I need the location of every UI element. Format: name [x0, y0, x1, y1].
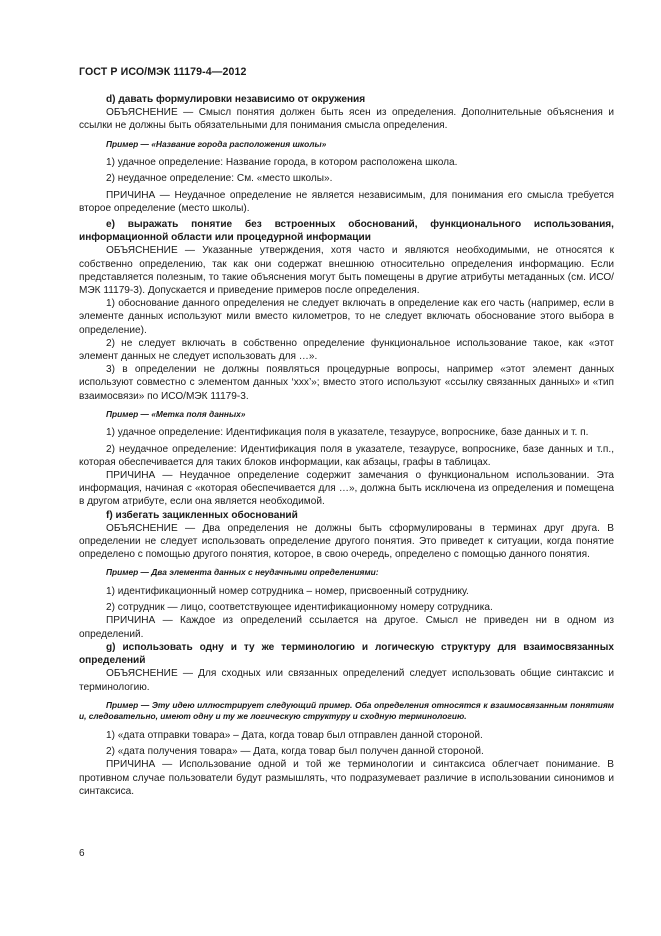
explanation-paragraph: ОБЪЯСНЕНИЕ — Два определения не должны быть сформулированы в терминах друг друга. В определении не следует использовать определение другого понятия. Это приведет к ситуации, когда понятие определено с помощью другого понятия, которое, в свою очередь, определено с помощью данного понятия. — [79, 522, 614, 561]
example-heading: Пример — «Метка поля данных» — [106, 408, 246, 419]
list-item: 2) «дата получения товара» — Дата, когда товар был получен данной стороной. — [106, 746, 484, 758]
list-item: 2) сотрудник — лицо, соответствующее идентификационному номеру сотрудника. — [106, 602, 493, 614]
explanation-paragraph: ОБЪЯСНЕНИЕ — Смысл понятия должен быть ясен из определения. Дополнительные объяснения и ссылки не должны быть обязательными для понимания смысла определения. — [79, 107, 614, 132]
list-item: 2) неудачное определение: Идентификация поля в указателе, тезаурусе, вопроснике, базе данных и т.п., которая обеспечивается для таких блоков информации, как абзацы, графы в таблицах. — [79, 443, 614, 468]
section-heading: f) избегать зацикленных обоснований — [106, 509, 298, 521]
list-item: 1) обоснование данного определения не следует включать в определение как его часть (например, если в элементе данных используют мили вместо километров, то не следует включать обоснование этого выбора в определение). — [79, 298, 614, 336]
list-item: 2) не следует включать в собственно определение функциональное использование такое, как «этот элемент данных не следует использовать для …». — [79, 337, 614, 363]
reason-paragraph: ПРИЧИНА — Неудачное определение не является независимым, для понимания его смысла требуется второе определение (место школы). — [79, 189, 614, 214]
example-heading: Пример — Два элемента данных с неудачными определениями: — [106, 567, 379, 578]
document-header: ГОСТ Р ИСО/МЭК 11179-4—2012 — [79, 66, 247, 78]
document-body — [79, 93, 614, 798]
example-heading: Пример — «Название города расположения школы» — [106, 138, 327, 149]
list-item: 1) «дата отправки товара» – Дата, когда товар был отправлен данной стороной. — [106, 729, 483, 741]
reason-paragraph: ПРИЧИНА — Неудачное определение содержит замечания о функциональном использовании. Эта информация, начиная с «которая обеспечивается для …», должна быть исключена из определения и помещена в другом атрибуте, если она является необходимой. — [79, 470, 614, 508]
list-item: 1) удачное определение: Идентификация поля в указателе, тезаурусе, вопроснике, базе данных и т. п. — [106, 427, 589, 439]
section-heading: g) использовать одну и ту же терминологию и логическую структуру для взаимосвязанных определений — [79, 641, 614, 667]
section-heading: е) выражать понятие без встроенных обоснований, функционального использования, информационной области или процедурной информации — [79, 219, 614, 244]
example-heading: Пример — Эту идею иллюстрирует следующий пример. Оба определения относятся к взаимосвязанным понятиям и, следовательно, имеют одну и ту же логическую структуру и сходную терминологию. — [79, 699, 614, 722]
explanation-paragraph: ОБЪЯСНЕНИЕ — Для сходных или связанных определений следует использовать общие синтаксис и терминологию. — [79, 668, 614, 693]
reason-paragraph: ПРИЧИНА — Использование одной и той же терминологии и синтаксиса облегчает понимание. В противном случае пользователи будут размышлять, что подразумевает различие в использовании синонимов и синтаксиса. — [79, 759, 614, 797]
list-item: 1) идентификационный номер сотрудника – номер, присвоенный сотруднику. — [106, 586, 469, 598]
section-heading: d) давать формулировки независимо от окружения — [106, 94, 366, 105]
reason-paragraph: ПРИЧИНА — Каждое из определений ссылается на другое. Смысл не приведен ни в одном из определений. — [79, 615, 614, 640]
page-number: 6 — [79, 848, 85, 859]
list-item: 1) удачное определение: Название города, в котором расположена школа. — [106, 157, 458, 169]
list-item: 2) неудачное определение: См. «место школы». — [106, 173, 333, 185]
list-item: 3) в определении не должны появляться процедурные вопросы, например «этот элемент данных используют совместно с элементом данных ‘xxx’»; вместо этого используют «ссылку связанных данных» и «тип взаимосвязи» по ИСО/МЭК 11179-3. — [79, 364, 614, 402]
explanation-paragraph: ОБЪЯСНЕНИЕ — Указанные утверждения, хотя часто и являются необходимыми, не относятся к собственно определению, так как они содержат внешнюю относительно определения информацию. Если представляется полезным, то такие объяснения могут быть помещены в другие атрибуты метаданных (см. ИСО/МЭК 11179-3). Допускается и приведение примеров после определения. — [79, 245, 614, 297]
